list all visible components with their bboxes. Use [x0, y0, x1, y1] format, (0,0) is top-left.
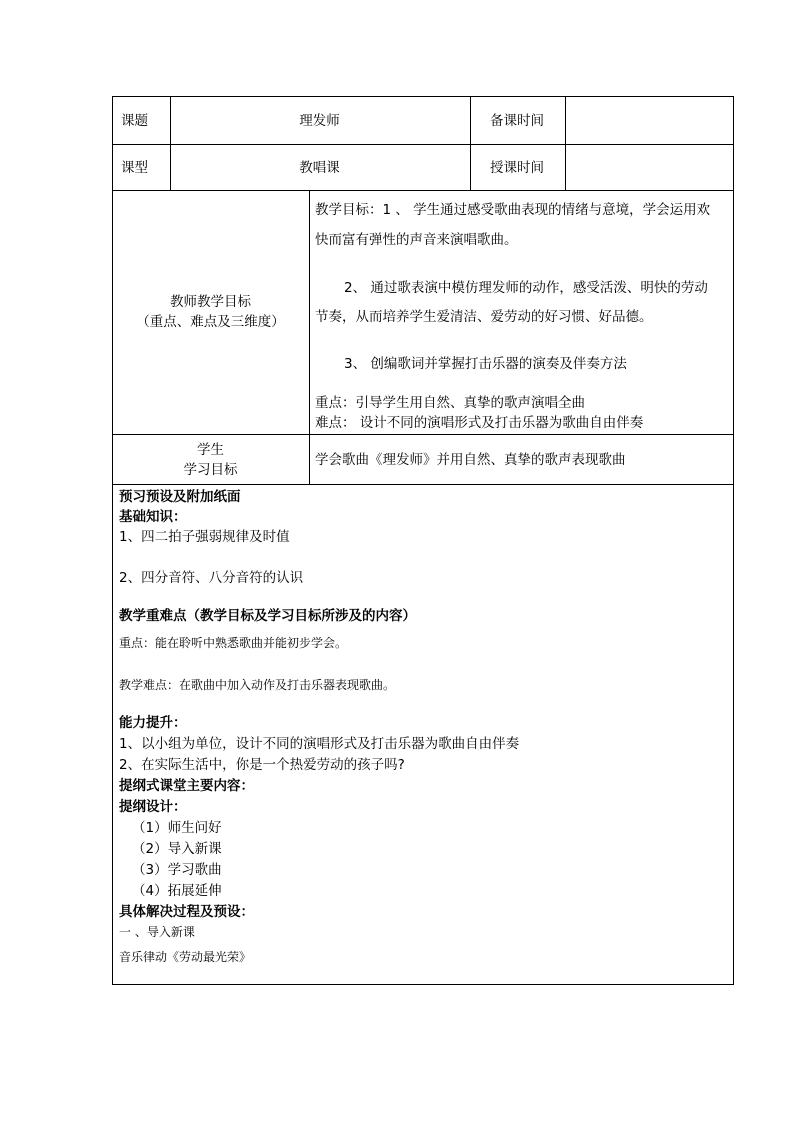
column-divider [309, 190, 310, 484]
row-divider [113, 434, 733, 435]
key-item: 重点：能在聆听中熟悉歌曲并能初步学会。 [119, 636, 348, 650]
row-divider [113, 144, 733, 145]
outline-item: （4）拓展延伸 [132, 883, 222, 899]
heading-preview: 预习预设及附加纸面 [119, 489, 241, 505]
student-goals-label: 学生 [197, 442, 224, 458]
heading-outline-design: 提纲设计： [119, 799, 187, 815]
lesson-type-label: 课型 [121, 160, 148, 176]
ability-item-2: 2、在实际生活中，你是一个热爱劳动的孩子吗? [119, 757, 405, 773]
heading-outline-content: 提纲式课堂主要内容： [119, 778, 254, 794]
process-item-2: 音乐律动《劳动最光荣》 [119, 950, 252, 964]
heading-ability: 能力提升： [119, 715, 187, 731]
difficulty: 难点： 设计不同的演唱形式及打击乐器为歌曲自由伴奏 [315, 415, 644, 431]
row-divider [113, 484, 733, 485]
outline-item: （2）导入新课 [132, 841, 222, 857]
teacher-goals-sublabel: （重点、难点及三维度） [136, 314, 285, 330]
goal-1-line-1: 教学目标：1 、 学生通过感受歌曲表现的情绪与意境，学会运用欢 [315, 202, 711, 218]
heading-process: 具体解决过程及预设： [119, 904, 254, 920]
basic-item-1: 1、四二拍子强弱规律及时值 [119, 529, 290, 545]
goal-2-line-2: 节奏，从而培养学生爱清洁、爱劳动的好习惯、好品德。 [315, 309, 653, 325]
goal-3: 3、 创编歌词并掌握打击乐器的演奏及伴奏方法 [344, 356, 627, 372]
outline-item: （3）学习歌曲 [132, 862, 222, 878]
basic-item-2: 2、四分音符、八分音符的认识 [119, 570, 304, 586]
column-divider [565, 97, 566, 190]
heading-basic: 基础知识： [119, 509, 187, 525]
teacher-goals-label: 教师教学目标 [170, 294, 251, 310]
subject-value: 理发师 [299, 113, 340, 129]
process-item-1: 一 、导入新课 [119, 925, 195, 939]
heading-key-difficulty: 教学重难点（教学目标及学习目标所涉及的内容） [119, 608, 416, 624]
difficulty-item: 教学难点：在歌曲中加入动作及打击乐器表现歌曲。 [119, 678, 396, 692]
prep-time-label: 备课时间 [490, 113, 544, 129]
goal-1-line-2: 快而富有弹性的声音来演唱歌曲。 [315, 232, 518, 248]
teach-time-label: 授课时间 [490, 160, 544, 176]
key-point: 重点：引导学生用自然、真挚的歌声演唱全曲 [315, 395, 585, 411]
ability-item-1: 1、以小组为单位，设计不同的演唱形式及打击乐器为歌曲自由伴奏 [119, 736, 520, 752]
row-divider [113, 190, 733, 191]
student-goals-value: 学会歌曲《理发师》并用自然、真挚的歌声表现歌曲 [315, 452, 626, 468]
lesson-type-value: 教唱课 [299, 160, 340, 176]
outline-item: （1）师生问好 [132, 820, 222, 836]
goal-2-line-1: 2、 通过歌表演中模仿理发师的动作，感受活泼、明快的劳动 [344, 280, 708, 296]
subject-label: 课题 [121, 113, 148, 129]
student-goals-sublabel: 学习目标 [183, 462, 238, 478]
